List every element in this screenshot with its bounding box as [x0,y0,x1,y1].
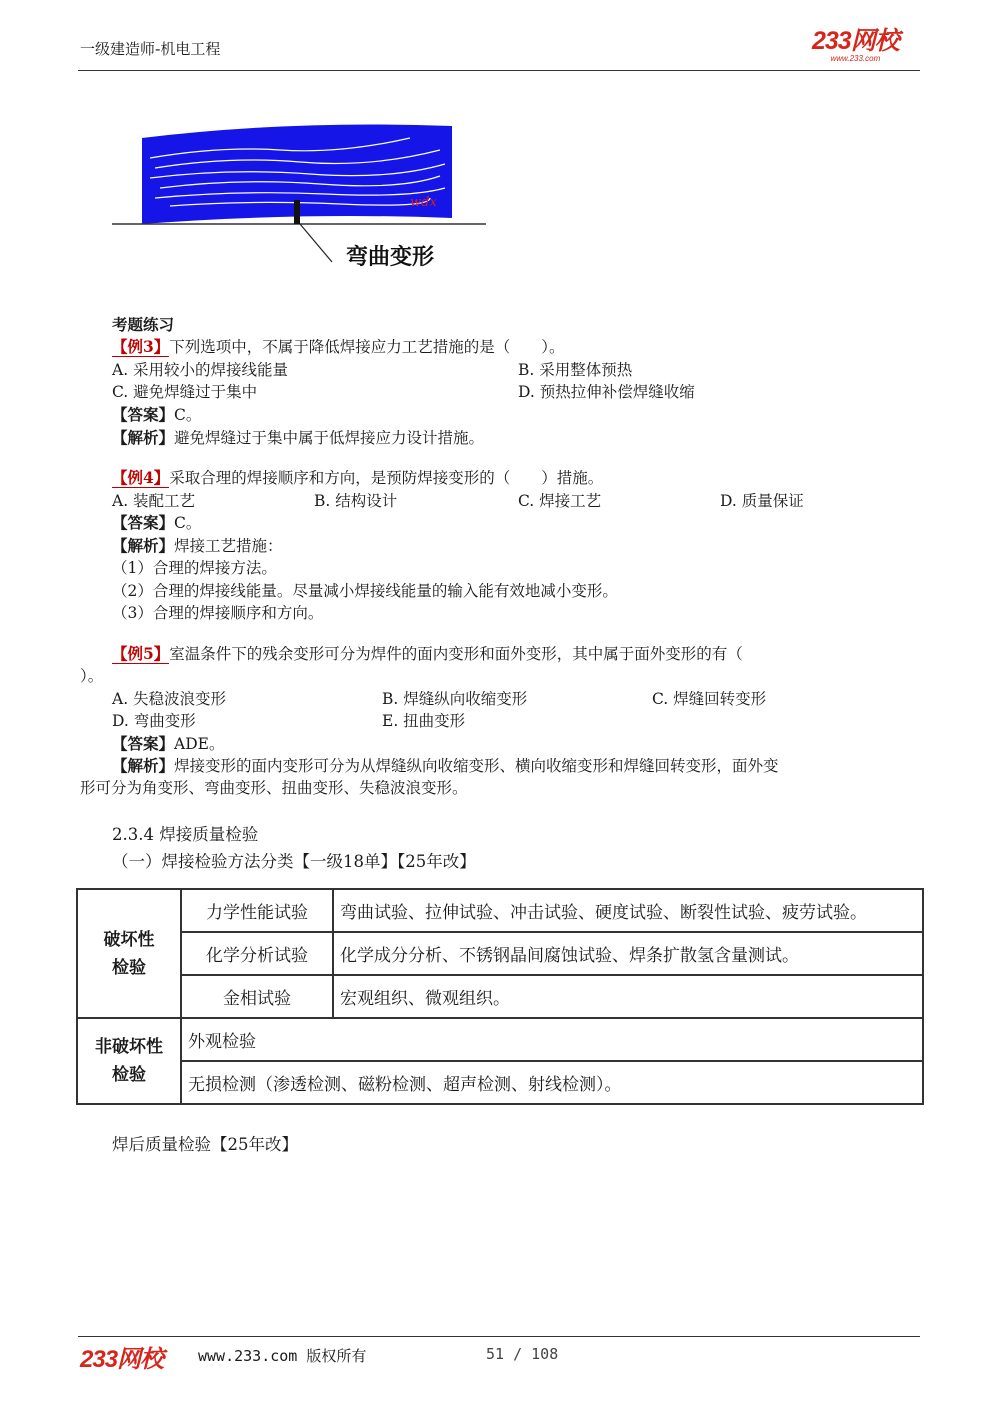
q4-analysis: 【解析】焊接工艺措施： [112,536,283,555]
nondestructive-category: 非破坏性检验 [77,1018,181,1104]
table-row [77,932,923,975]
q4-tag: 【例4】 [112,468,170,487]
desc-metallographic: 宏观组织、微观组织。 [333,975,923,1018]
bending-deformation-figure [110,120,490,280]
q4-point-1: （1）合理的焊接方法。 [112,559,277,577]
q3-option-a: A. 采用较小的焊接线能量 [112,361,289,379]
q4-point-3: （3）合理的焊接顺序和方向。 [112,604,324,622]
desc-mechanical: 弯曲试验、拉伸试验、冲击试验、硬度试验、断裂性试验、疲劳试验。 [333,889,923,932]
q5-option-a: A. 失稳波浪变形 [112,690,227,708]
table-row [77,975,923,1018]
q4-option-b: B. 结构设计 [314,492,398,510]
q5-answer: 【答案】ADE。 [112,734,225,753]
footer-copyright: www.233.com 版权所有 [198,1347,367,1365]
q5-stem-cont: ）。 [80,667,104,685]
q5-stem: 【例5】室温条件下的残余变形可分为焊件的面内变形和面外变形，其中属于面外变形的有（ [112,644,743,663]
figure-caption: 弯曲变形 [346,245,435,270]
q5-option-b: B. 焊缝纵向收缩变形 [382,690,528,708]
q5-tag: 【例5】 [112,644,170,663]
method-chemical: 化学分析试验 [181,932,333,975]
q4-option-c: C. 焊接工艺 [518,492,602,510]
figure-mark: wdx [410,195,437,210]
post-weld-heading: 焊后质量检验【25年改】 [112,1135,298,1154]
q3-analysis: 【解析】避免焊缝过于集中属于低焊接应力设计措施。 [112,428,485,447]
table-row [77,1061,923,1104]
q3-option-d: D. 预热拉伸补偿焊缝收缩 [518,383,695,401]
q5-analysis-cont: 形可分为角变形、弯曲变形、扭曲变形、失稳波浪变形。 [80,779,468,797]
q4-option-a: A. 装配工艺 [112,492,196,510]
nd-ndt: 无损检测（渗透检测、磁粉检测、超声检测、射线检测）。 [181,1061,923,1104]
desc-chemical: 化学成分分析、不锈钢晶间腐蚀试验、焊条扩散氢含量测试。 [333,932,923,975]
section-subtitle: （一）焊接检验方法分类【一级18单】【25年改】 [112,852,476,871]
header-rule [78,70,920,71]
q3-option-b: B. 采用整体预热 [518,361,633,379]
header-title: 一级建造师-机电工程 [80,40,221,58]
q3-stem: 【例3】下列选项中，不属于降低焊接应力工艺措施的是（ ）。 [112,337,565,356]
page-number: 51 / 108 [486,1345,559,1363]
q5-analysis: 【解析】焊接变形的面内变形可分为从焊缝纵向收缩变形、横向收缩变形和焊缝回转变形，面外变 [112,756,779,775]
q4-stem: 【例4】采取合理的焊接顺序和方向，是预防焊接变形的（ ）措施。 [112,468,604,487]
q4-answer: 【答案】C。 [112,513,202,532]
q3-tag: 【例3】 [112,337,170,356]
footer-logo: 233网校 [80,1346,164,1373]
method-metallographic: 金相试验 [181,975,333,1018]
q3-answer: 【答案】C。 [112,405,202,424]
table-row [77,1018,923,1061]
method-mechanical: 力学性能试验 [181,889,333,932]
q3-option-c: C. 避免焊缝过于集中 [112,383,258,401]
table-row [77,889,923,932]
practice-heading: 考题练习 [112,315,175,334]
destructive-category: 破坏性检验 [77,889,181,1018]
inspection-method-table [76,888,924,1105]
q5-option-c: C. 焊缝回转变形 [652,690,767,708]
q4-option-d: D. 质量保证 [720,492,804,510]
q5-option-d: D. 弯曲变形 [112,712,196,730]
section-title: 2.3.4 焊接质量检验 [112,825,259,844]
footer-rule [78,1336,920,1337]
nd-visual: 外观检验 [181,1018,923,1061]
q4-point-2: （2）合理的焊接线能量。尽量减小焊接线能量的输入能有效地减小变形。 [112,582,618,600]
q5-option-e: E. 扭曲变形 [382,712,466,730]
header-logo: 233网校 www.233.com [812,27,899,63]
